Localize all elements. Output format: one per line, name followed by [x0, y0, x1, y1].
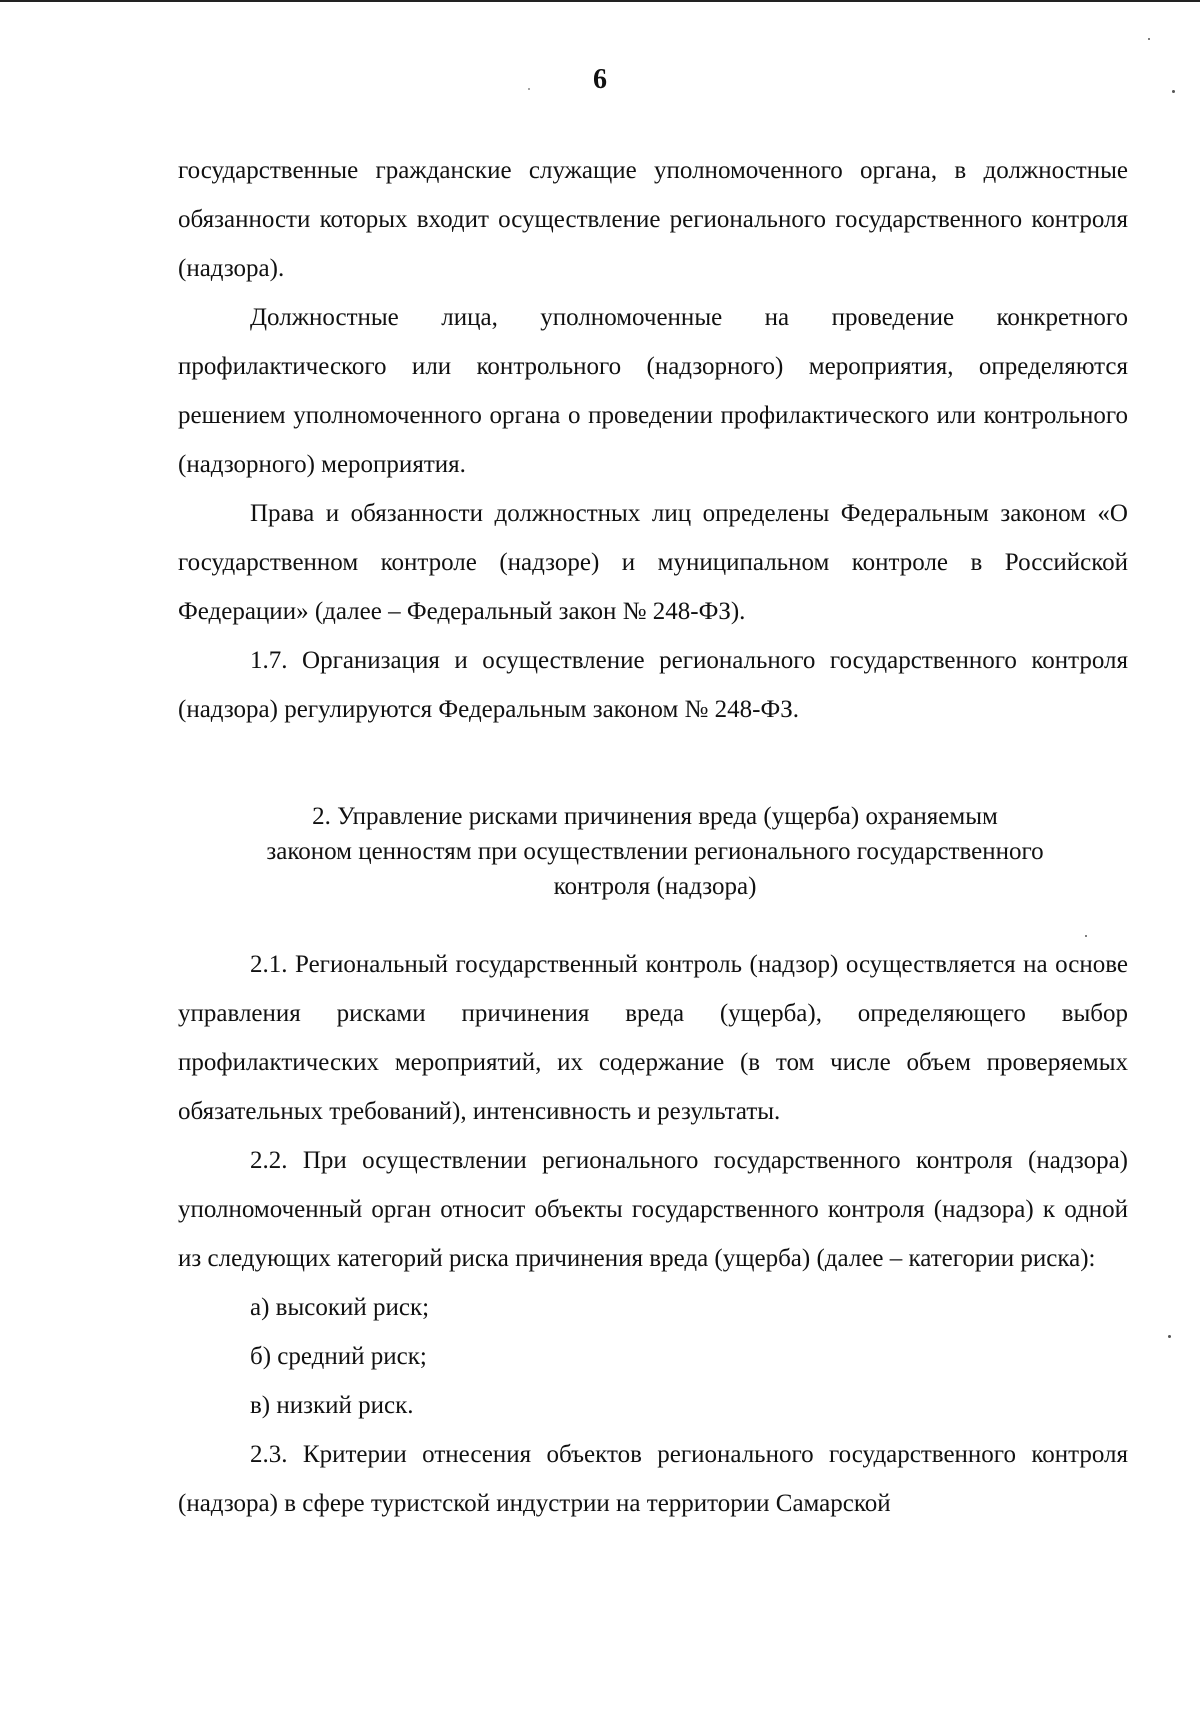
- scan-speck: [1172, 90, 1175, 93]
- scan-speck: [1168, 1335, 1171, 1338]
- paragraph-2-3: 2.3. Критерии отнесения объектов регионального государственного контроля (надзора) в сфере туристской индустрии на территории Самарской: [178, 1441, 1128, 1517]
- paragraph-2-2: 2.2. При осуществлении регионального государственного контроля (надзора) уполномоченный орган относит объекты государственного контроля (надзора) к одной из следующих категорий риска причинения вреда (ущерба) (далее – категории риска):: [178, 1147, 1128, 1272]
- top-border-line: [0, 0, 1200, 2]
- heading-line-2: законом ценностям при осуществлении регионального государственного: [266, 838, 1044, 865]
- paragraph-continuation: государственные гражданские служащие уполномоченного органа, в должностные обязанности которых входит осуществление регионального государственного контроля (надзора).: [178, 157, 1128, 282]
- heading-line-3: контроля (надзора): [553, 873, 757, 900]
- scan-speck: [528, 88, 530, 90]
- list-item-high-risk: а) высокий риск;: [250, 1294, 430, 1321]
- scan-speck: [1085, 935, 1087, 937]
- paragraph-1-7: 1.7. Организация и осуществление регионального государственного контроля (надзора) регулируются Федеральным законом № 248-ФЗ.: [178, 647, 1128, 723]
- paragraph-rights: Права и обязанности должностных лиц определены Федеральным законом «О государственном контроле (надзоре) и муниципальном контроле в Российской Федерации» (далее – Федеральный закон № 248-ФЗ).: [178, 500, 1128, 625]
- section-1-text: [178, 146, 1128, 734]
- heading-line-1: 2. Управление рисками причинения вреда (ущерба) охраняемым: [312, 803, 998, 830]
- section-2-text: [178, 940, 1128, 1528]
- paragraph-officials: Должностные лица, уполномоченные на проведение конкретного профилактического или контрольного (надзорного) мероприятия, определяются решением уполномоченного органа о проведении профилактического или контрольного (надзорного) мероприятия.: [178, 304, 1128, 478]
- list-item-low-risk: в) низкий риск.: [250, 1392, 414, 1419]
- list-item-medium-risk: б) средний риск;: [250, 1343, 427, 1370]
- page-number: 6: [593, 64, 607, 95]
- section-2-heading: [195, 799, 1115, 904]
- scan-speck: [1148, 38, 1150, 40]
- paragraph-2-1: 2.1. Региональный государственный контроль (надзор) осуществляется на основе управления рисками причинения вреда (ущерба), определяющего выбор профилактических мероприятий, их содержание (в том числе объем проверяемых обязательных требований), интенсивность и результаты.: [178, 951, 1128, 1125]
